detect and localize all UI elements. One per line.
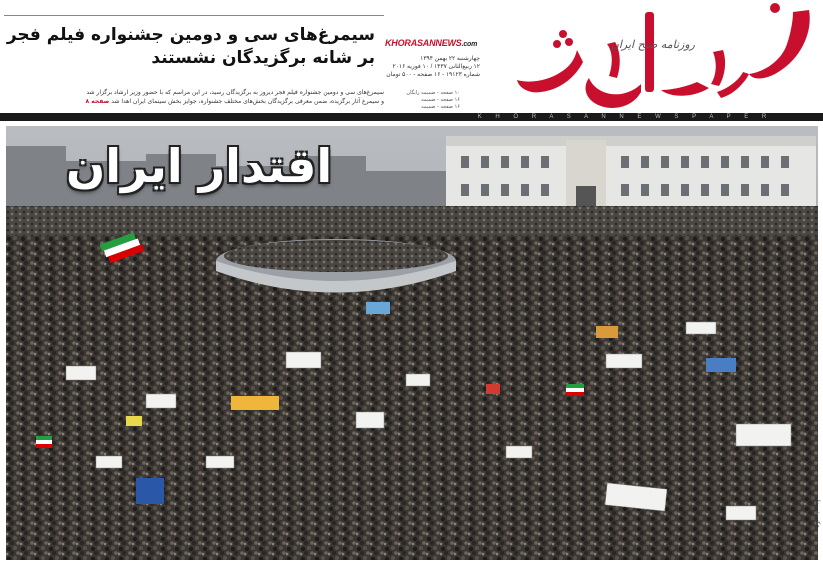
issue-meta (386, 55, 480, 79)
headline-line-2: بر شانه برگزیدگان نشستند (151, 48, 375, 68)
summary-line-2 (4, 97, 384, 106)
website-tld: .com (461, 41, 478, 48)
issue-date: چهارشنبه ۲۲ بهمن ۱۳۹۴ (420, 56, 480, 62)
top-rule (4, 15, 384, 16)
lead-photo[interactable] (6, 126, 818, 560)
headline-line-1: سیمرغ‌های سی و دومین جشنواره فیلم فجر (6, 25, 375, 45)
issue-number: شماره ۱۹۱۲۳ - ۱۶ صفحه - ۵۰۰ تومان (386, 72, 480, 78)
summary-line-1: سیمرغ‌های سی و دومین جشنواره فیلم فجر دیروز به برگزیدگان رسید، در این مراسم که با حضور وزیر ارشاد برگزار شد (86, 89, 384, 96)
photo-credit: عکس: رضا (814, 500, 821, 529)
website[interactable] (385, 34, 478, 52)
website-text[interactable] (385, 38, 477, 48)
note-line-2: ۱۶ صفحه - ضمیمه (421, 97, 460, 103)
logo (513, 2, 813, 114)
top-headline[interactable] (6, 24, 375, 70)
logo-wordmark-icon (513, 2, 813, 114)
photo-headline: اقتدار ایران (66, 139, 333, 193)
note-line-3: ۱۶ صفحه - ضمیمه (421, 104, 460, 110)
masthead-band-text: K H O R A S A N N E W S P A P E R (477, 114, 773, 120)
note-line-1: ۱۰ صفحه - ضمیمه رایگان (406, 90, 460, 96)
logo-tagline: روزنامه صبح ایران (610, 38, 695, 51)
website-name: KHORASANNEWS (385, 38, 462, 48)
page-reference[interactable]: صفحه ۸ (85, 98, 110, 105)
headline-summary (4, 88, 384, 106)
masthead (0, 0, 823, 120)
supplement-notes (388, 90, 460, 111)
summary-line-2-text: و سیمرغ آثار برگزیده، ضمن معرفی برگزیدگان بخش‌های مختلف جشنواره، جوایز بخش سینمای ایران اهدا شد (111, 98, 384, 105)
issue-date-alt: ۱۲ ربیع‌الثانی ۱۴۳۷ / ۱۰ فوریه ۲۰۱۶ (392, 64, 480, 70)
